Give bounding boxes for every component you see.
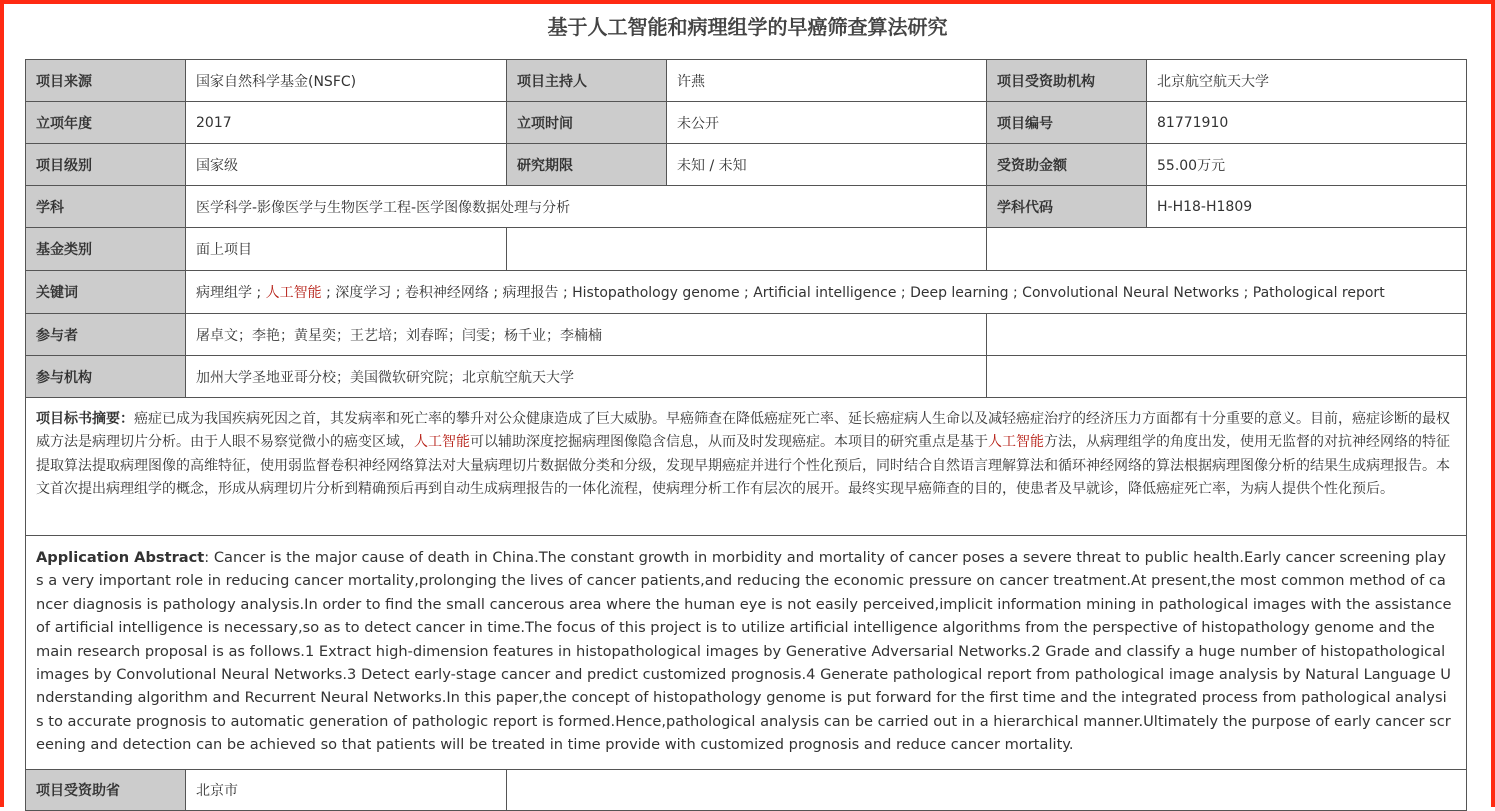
table-row: [26, 60, 1467, 102]
label-period: 研究期限: [507, 144, 667, 186]
table-row: [26, 186, 1467, 228]
keyword-item: Deep learning: [910, 285, 1009, 301]
label-keywords: 关键词: [26, 271, 186, 314]
keyword-item: Convolutional Neural Networks: [1022, 285, 1240, 301]
keyword-separator: ;: [896, 285, 911, 301]
table-row: [26, 398, 1467, 536]
abstract-en-label: Application Abstract: [36, 549, 205, 566]
keyword-item: 深度学习: [335, 285, 392, 301]
label-participants: 参与者: [26, 314, 186, 356]
label-discipline: 学科: [26, 186, 186, 228]
empty-cell: [507, 769, 1467, 810]
empty-cell: [987, 314, 1467, 356]
keyword-separator: ;: [558, 285, 573, 301]
label-orgs: 参与机构: [26, 356, 186, 398]
value-keywords: [186, 271, 1467, 314]
value-discipline: 医学科学-影像医学与生物医学工程-医学图像数据处理与分析: [186, 186, 987, 228]
table-row: [26, 102, 1467, 144]
highlight-term: 人工智能: [414, 434, 470, 451]
label-amount: 受资助金额: [987, 144, 1147, 186]
keyword-separator: ;: [252, 285, 266, 301]
value-orgs: 加州大学圣地亚哥分校；美国微软研究院；北京航空航天大学: [186, 356, 987, 398]
label-source: 项目来源: [26, 60, 186, 102]
label-discipline-code: 学科代码: [987, 186, 1147, 228]
abstract-cn-text: [36, 411, 1450, 497]
value-project-no: 81771910: [1147, 102, 1467, 144]
abstract-en-text: Cancer is the major cause of death in China.The constant growth in morbidity and mortality of cancer poses a severe threat to public health.Early cancer screening plays a very important role in reducing cancer mortality,prolonging the lives of cancer patients,and reducing the economic pressure on cancer treatment.At present,the most common method of cancer diagnosis is pathology analysis.In order to find the small cancerous area where the human eye is not easily perceived,implicit information mining in pathological images with the assistance of artificial intelligence is necessary,so as to detect cancer in time.The focus of this project is to utilize artificial intelligence algorithms from the perspective of histopathology genome and the main research proposal is as follows.1 Extract high-dimension features in histopathological images by Generative Adversarial Networks.2 Grade and classify a huge number of histopathological images by Convolutional Neural Networks.3 Detect early-stage cancer and predict customized prognosis.4 Generate pathological report from pathological image analysis by Natural Language Understanding algorithm and Recurrent Neural Networks.In this paper,the concept of histopathology genome is put forward for the first time and the integrated process from pathological analysis to accurate prognosis to automatic generation of pathologic report is formed.Hence,pathological analysis can be carried out in a hierarchical manner.Ultimately the purpose of early cancer screening and detection can be achieved so that patients will be treated in time provide with customized prognosis and reduce cancer mortality.: [36, 549, 1452, 754]
value-participants: 屠卓文；李艳；黄星奕；王艺培；刘春晖；闫雯；杨千业；李楠楠: [186, 314, 987, 356]
keyword-separator: ;: [321, 285, 336, 301]
value-institution: 北京航空航天大学: [1147, 60, 1467, 102]
value-pi: 许燕: [667, 60, 987, 102]
table-row: [26, 769, 1467, 810]
label-start-time: 立项时间: [507, 102, 667, 144]
value-amount: 55.00万元: [1147, 144, 1467, 186]
keyword-item: 病理报告: [502, 285, 559, 301]
empty-cell: [987, 228, 1467, 271]
abstract-cn-label: 项目标书摘要: [36, 411, 120, 427]
label-province: 项目受资助省: [26, 769, 186, 810]
abstract-text-part: 可以辅助深度挖掘病理图像隐含信息，从而及时发现癌症。本项目的研究重点是基于: [470, 434, 988, 451]
keyword-item: Histopathology genome: [572, 285, 740, 301]
value-source: 国家自然科学基金(NSFC): [186, 60, 507, 102]
table-row: [26, 536, 1467, 770]
label-institution: 项目受资助机构: [987, 60, 1147, 102]
value-year: 2017: [186, 102, 507, 144]
table-row: [26, 228, 1467, 271]
keyword-separator: ;: [391, 285, 405, 301]
highlight-term: 人工智能: [988, 434, 1044, 451]
value-fund-type: 面上项目: [186, 228, 507, 271]
abstract-cn: 项目标书摘要：癌症已成为我国疾病死因之首，其发病率和死亡率的攀升对公众健康造成了巨大威胁。早癌筛查在降低癌症死亡率、延长癌症病人生命以及减轻癌症治疗的经济压力方面都有十分重要的意义。目前，癌症诊断的最权威方法是病理切片分析。由于人眼不易察觉微小的癌变区域，人工智能可以辅助深度挖掘病理图像隐含信息，从而及时发现癌症。本项目的研究重点是基于人工智能方法，从病理组学的角度出发，使用无监督的对抗神经网络的特征提取算法提取病理图像的高维特征，使用弱监督卷积神经网络算法对大量病理切片数据做分类和分级，发现早期癌症并进行个性化预后，同时结合自然语言理解算法和循环神经网络的算法根据病理图像分析的结果生成病理报告。本文首次提出病理组学的概念，形成从病理切片分析到精确预后再到自动生成病理报告的一体化流程，使病理分析工作有层次的展开。最终实现早癌筛查的目的，使患者及早就诊，降低癌症死亡率，为病人提供个性化预后。: [26, 398, 1467, 536]
empty-cell: [507, 228, 987, 271]
table-row: [26, 271, 1467, 314]
empty-cell: [987, 356, 1467, 398]
keyword-item: 人工智能: [265, 285, 322, 301]
value-level: 国家级: [186, 144, 507, 186]
label-fund-type: 基金类别: [26, 228, 186, 271]
keyword-item: 病理组学: [196, 285, 252, 301]
abstract-en: Application Abstract: Cancer is the major cause of death in China.The constant growth in morbidity and mortality of cancer poses a severe threat to public health.Early cancer screening plays a very important role in reducing cancer mortality,prolonging the lives of cancer patients,and reducing the economic pressure on cancer treatment.At present,the most common method of cancer diagnosis is pathology analysis.In order to find the small cancerous area where the human eye is not easily perceived,implicit information mining in pathological images with the assistance of artificial intelligence is necessary,so as to detect cancer in time.The focus of this project is to utilize artificial intelligence algorithms from the perspective of histopathology genome and the main research proposal is as follows.1 Extract high-dimension features in histopathological images by Generative Adversarial Networks.2 Grade and classify a huge number of histopathological images by Convolutional Neural Networks.3 Detect early-stage cancer and predict customized prognosis.4 Generate pathological report from pathological image analysis by Natural Language Understanding algorithm and Recurrent Neural Networks.In this paper,the concept of histopathology genome is put forward for the first time and the integrated process from pathological analysis to accurate prognosis to automatic generation of pathologic report is formed.Hence,pathological analysis can be carried out in a hierarchical manner.Ultimately the purpose of early cancer screening and detection can be achieved so that patients will be treated in time provide with customized prognosis and reduce cancer mortality.: [26, 536, 1467, 770]
label-project-no: 项目编号: [987, 102, 1147, 144]
table-row: [26, 314, 1467, 356]
keyword-separator: ;: [1008, 285, 1023, 301]
keyword-item: 卷积神经网络: [404, 285, 489, 301]
label-pi: 项目主持人: [507, 60, 667, 102]
keyword-separator: ;: [1239, 285, 1253, 301]
value-start-time: 未公开: [667, 102, 987, 144]
page-title: 基于人工智能和病理组学的早癌筛查算法研究: [547, 15, 948, 39]
abstract-text-part: 癌症已成为我国疾病死因之首，其发病率和死亡率的攀升对公众健康造成了巨大威胁。早癌筛查在降低癌症死亡率、延长癌症病人生命以及减轻癌症治疗的经济压力方面都有十分重要的意义。目前，癌症诊断的最权威方法是病理切片分析。由于人眼不易察觉微小的癌变区域，: [36, 411, 1450, 451]
value-period: 未知 / 未知: [667, 144, 987, 186]
value-discipline-code: H-H18-H1809: [1147, 186, 1467, 228]
keyword-item: Pathological report: [1252, 285, 1385, 301]
keyword-separator: ;: [488, 285, 503, 301]
keyword-item: Artificial intelligence: [753, 285, 897, 301]
project-info-table: [25, 59, 1467, 811]
label-year: 立项年度: [26, 102, 186, 144]
table-row: [26, 144, 1467, 186]
table-row: [26, 356, 1467, 398]
abstract-text-part: 方法，从病理组学的角度出发，使用无监督的对抗神经网络的特征提取算法提取病理图像的高维特征，使用弱监督卷积神经网络算法对大量病理切片数据做分类和分级，发现早期癌症并进行个性化预后，同时结合自然语言理解算法和循环神经网络的算法根据病理图像分析的结果生成病理报告。本文首次提出病理组学的概念，形成从病理切片分析到精确预后再到自动生成病理报告的一体化流程，使病理分析工作有层次的展开。最终实现早癌筛查的目的，使患者及早就诊，降低癌症死亡率，为病人提供个性化预后。: [36, 434, 1450, 498]
label-level: 项目级别: [26, 144, 186, 186]
value-province: 北京市: [186, 769, 507, 810]
keyword-separator: ;: [739, 285, 754, 301]
